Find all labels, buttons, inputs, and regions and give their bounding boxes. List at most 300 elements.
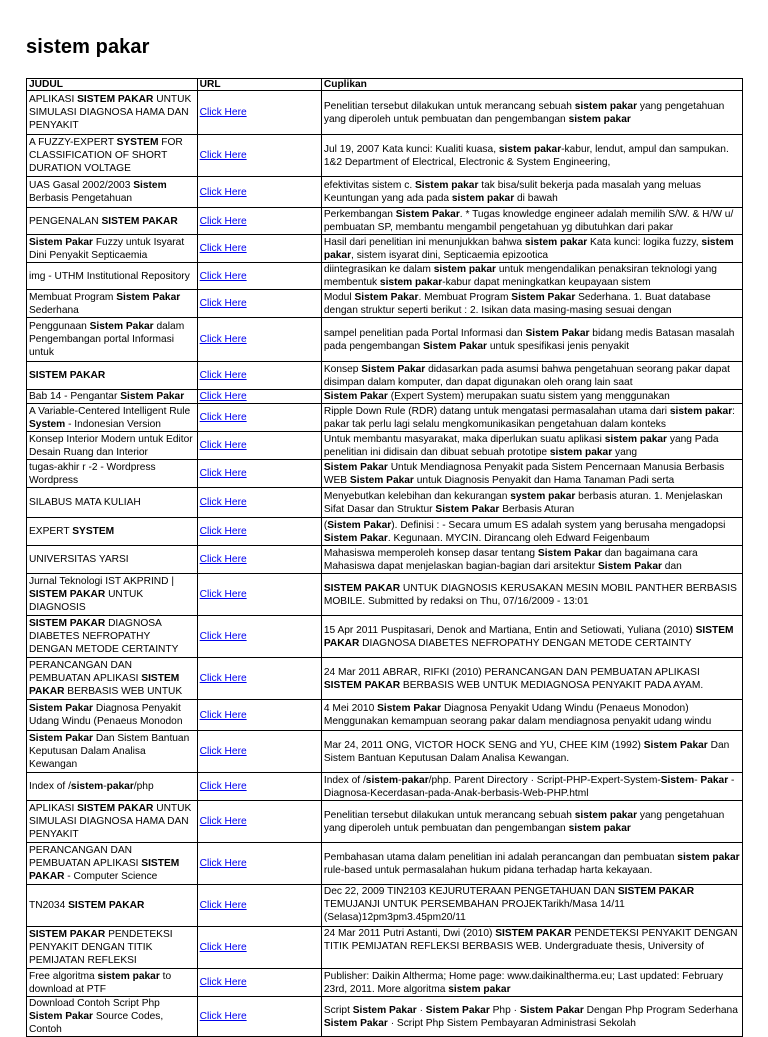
click-here-link[interactable]: Click Here	[199, 1011, 247, 1022]
highlight-text: SISTEM PAKAR	[29, 929, 106, 940]
result-url-cell	[197, 432, 321, 460]
highlight-text: Sistem Pakar	[377, 703, 442, 714]
text-run: PERANCANGAN DAN PEMBUATAN APLIKASI	[29, 845, 142, 869]
result-url-cell	[197, 969, 321, 997]
click-here-link[interactable]: Click Here	[199, 900, 247, 911]
highlight-text: sistem pakar	[97, 970, 160, 982]
text-run: Jul 19, 2007 Kata kunci: Kualiti kuasa,	[323, 143, 499, 155]
highlight-text: SISTEM PAKAR	[101, 215, 178, 227]
text-run: UNIVERSITAS YARSI	[29, 554, 129, 565]
text-run: Untuk Mendiagnosa Penyakit pada Sistem Pencernaan Manusia Berbasis WEB	[323, 461, 725, 486]
result-snippet	[321, 518, 742, 546]
table-row	[27, 177, 743, 208]
highlight-text: Sistem Pakar	[323, 532, 388, 544]
text-run: Free algoritma	[29, 970, 98, 982]
result-title	[27, 177, 198, 208]
table-row	[27, 616, 743, 658]
text-run: UNTUK DIAGNOSIS KERUSAKAN MESIN MOBIL PANTHER BERBASIS MOBILE. Submitted by redaksi on Thu, 07/16/2009 - 13:01	[323, 582, 737, 607]
text-run: - Indonesian Version	[65, 418, 161, 430]
highlight-text: sistem pakar	[568, 113, 631, 125]
click-here-link[interactable]: Click Here	[199, 709, 247, 721]
table-row	[27, 432, 743, 460]
highlight-text: sistem pakar	[323, 236, 734, 261]
click-here-link[interactable]: Click Here	[199, 468, 247, 479]
text-run: ). Definisi : - Secara umum ES adalah system yang berusaha mengadopsi	[391, 519, 726, 531]
click-here-link[interactable]: Click Here	[199, 526, 247, 537]
text-run: untuk mengendalikan penaksiran teknologi yang membentuk	[323, 264, 717, 288]
highlight-text: sistem pakar	[549, 446, 613, 458]
result-url-cell	[197, 843, 321, 885]
result-url-cell	[197, 773, 321, 801]
text-run: Berbasis Aturan	[499, 503, 575, 515]
click-here-link[interactable]: Click Here	[199, 673, 247, 684]
highlight-text: sistem pakar	[604, 433, 668, 445]
result-url-cell	[197, 290, 321, 318]
text-run: Dan Sistem Bantuan Keputusan Dalam Analisa Kewangan	[29, 733, 190, 770]
click-here-link[interactable]: Click Here	[199, 497, 247, 508]
click-here-link[interactable]: Click Here	[199, 243, 247, 254]
result-snippet	[321, 700, 742, 731]
text-run: TEMUJANJI UNTUK PERSEMBAHAN PROJEKTarikh/Masa 14/11 (Selasa)12pm3pm3.45pm20/11	[323, 899, 625, 923]
result-snippet	[321, 460, 742, 488]
table-row	[27, 843, 743, 885]
text-run: 15 Apr 2011 Puspitasari, Denok and Martiana, Entin and Setiowati, Yuliana (2010)	[323, 624, 696, 636]
result-title	[27, 290, 198, 318]
highlight-text: sistem pakar	[379, 277, 443, 288]
text-run: Menyebutkan kelebihan dan kekurangan	[323, 490, 511, 502]
highlight-text: SISTEM PAKAR	[323, 582, 401, 594]
text-run: -kabur, lendut, ampul dan sampukan. 1&2 Department of Electrical, Electronic & System Engineering,	[323, 143, 729, 168]
highlight-text: Sistem Pakar	[525, 327, 590, 339]
text-run: PERANCANGAN DAN PEMBUATAN APLIKASI	[29, 660, 142, 684]
highlight-text: SISTEM PAKAR	[29, 589, 106, 600]
text-run: Mahasiswa memperoleh konsep dasar tentang	[323, 547, 538, 559]
text-run: Source Codes, Contoh	[29, 1011, 164, 1035]
table-row	[27, 263, 743, 290]
text-run: ·	[416, 1004, 426, 1016]
result-title	[27, 801, 198, 843]
text-run: to download at PTF	[29, 970, 172, 995]
text-run: efektivitas sistem c.	[323, 180, 416, 191]
highlight-text: SYSTEM	[72, 526, 115, 537]
text-run: Diagnosa Penyakit Udang Windu (Penaeus Monodon	[29, 703, 183, 727]
click-here-link[interactable]: Click Here	[199, 440, 247, 451]
result-snippet	[321, 546, 742, 574]
text-run: Script	[323, 1004, 353, 1016]
highlight-text: pakar	[106, 781, 134, 792]
result-url-cell	[197, 263, 321, 290]
highlight-text: System	[29, 418, 66, 430]
result-snippet	[321, 488, 742, 518]
highlight-text: sistem	[365, 774, 399, 786]
result-url-cell	[197, 135, 321, 177]
click-here-link[interactable]: Click Here	[199, 150, 247, 161]
text-run: UNTUK SIMULASI DIAGNOSA HAMA DAN PENYAKIT	[29, 94, 192, 131]
table-row	[27, 997, 743, 1037]
text-run: - Computer Science	[64, 871, 158, 882]
table-row	[27, 700, 743, 731]
highlight-text: SISTEM PAKAR	[617, 886, 695, 897]
result-title	[27, 574, 198, 616]
result-title	[27, 997, 198, 1037]
result-title	[27, 700, 198, 731]
result-snippet	[321, 801, 742, 843]
result-title	[27, 927, 198, 969]
result-title	[27, 546, 198, 574]
highlight-text: Sistem Pakar	[323, 461, 388, 473]
header-judul: JUDUL	[27, 79, 198, 91]
highlight-text: Sistem pakar	[415, 180, 479, 191]
result-snippet	[321, 616, 742, 658]
highlight-text: SISTEM PAKAR	[29, 673, 180, 697]
result-url-cell	[197, 208, 321, 235]
highlight-text: sistem pakar	[574, 100, 638, 112]
text-run: Sederhana	[29, 304, 79, 316]
result-title	[27, 362, 198, 390]
result-snippet	[321, 658, 742, 700]
table-row	[27, 235, 743, 263]
text-run: Dengan Php Program Sederhana	[583, 1004, 738, 1016]
text-run: Jurnal Teknologi IST AKPRIND |	[29, 576, 174, 587]
text-run: · Script Php Sistem Pembayaran Administrasi Sekolah	[387, 1017, 636, 1029]
click-here-link[interactable]: Click Here	[199, 554, 247, 565]
highlight-text: sistem pakar	[498, 143, 562, 155]
result-url-cell	[197, 574, 321, 616]
table-row	[27, 404, 743, 432]
text-run: dalam Pengembangan portal Informasi untuk	[29, 321, 185, 358]
highlight-text: Pakar	[700, 774, 729, 786]
result-title	[27, 91, 198, 135]
result-title	[27, 885, 198, 927]
highlight-text: sistem pakar	[669, 405, 733, 417]
text-run: . * Tugas knowledge engineer adalah memilih S/W. & H/W u/ pembuatan SP, membantu mengambil pengetahuan yg dibutuhkan dari pakar	[323, 209, 734, 233]
result-title	[27, 969, 198, 997]
text-run: untuk Diagnosis Penyakit dan Hama Tanaman Padi serta	[413, 474, 675, 486]
click-here-link[interactable]: Click Here	[199, 186, 247, 198]
highlight-text: sistem pakar	[433, 264, 497, 275]
text-run: BERBASIS WEB UNTUK	[64, 686, 183, 697]
text-run: EXPERT	[29, 526, 73, 537]
text-run: TN2034	[29, 900, 69, 911]
highlight-text: sistem pakar	[574, 809, 638, 821]
result-url-cell	[197, 404, 321, 432]
highlight-text: Sistem Pakar	[425, 1004, 490, 1016]
text-run: Fuzzy untuk Isyarat Dini Penyakit Septicaemia	[29, 236, 185, 261]
text-run: Php ·	[489, 1004, 520, 1016]
result-snippet	[321, 432, 742, 460]
result-snippet	[321, 290, 742, 318]
text-run: Sederhana. 1. Buat database dengan struktur seperti berikut : 2. Isikan data masing-masing sesuai dengan	[323, 291, 711, 316]
text-run: Modul	[323, 291, 355, 303]
text-run: PENDETEKSI PENYAKIT DENGAN TITIK PEMIJATAN REFLEKSI	[29, 929, 173, 966]
text-run: bidang medis Batasan masalah pada pengembangan	[323, 327, 735, 352]
highlight-text: Sistem	[133, 180, 167, 191]
highlight-text: SISTEM PAKAR	[323, 679, 401, 691]
result-title	[27, 488, 198, 518]
text-run: UNTUK SIMULASI DIAGNOSA HAMA DAN PENYAKIT	[29, 803, 192, 840]
text-run: berbasis aturan. 1. Menjelaskan Sifat Dasar dan Struktur	[323, 490, 723, 515]
result-url-cell	[197, 235, 321, 263]
table-row	[27, 927, 743, 969]
text-run: Dec 22, 2009 TIN2103 KEJURUTERAAN PENGETAHUAN DAN	[323, 886, 618, 897]
text-run: 4 Mei 2010	[323, 703, 378, 714]
click-here-link[interactable]: Click Here	[199, 270, 247, 282]
text-run: tugas-akhir r -2 - Wordpress Wordpress	[29, 461, 156, 486]
result-title	[27, 658, 198, 700]
result-snippet	[321, 135, 742, 177]
result-snippet	[321, 843, 742, 885]
highlight-text: Sistem Pakar	[361, 363, 426, 375]
result-snippet	[321, 885, 742, 927]
click-here-link[interactable]: Click Here	[199, 781, 247, 792]
text-run: yang Pada penelitian ini didisain dan dibuat sebuah prototipe	[323, 433, 719, 458]
result-title	[27, 235, 198, 263]
result-title	[27, 135, 198, 177]
text-run: rule-based untuk permasalahan hukum pidana terhadap harta kekayaan.	[323, 864, 653, 876]
text-run: img - UTHM Institutional Repository	[29, 270, 190, 282]
table-row	[27, 362, 743, 390]
result-snippet	[321, 731, 742, 773]
table-row	[27, 546, 743, 574]
highlight-text: sistem	[70, 781, 104, 792]
text-run: /php	[133, 781, 154, 792]
highlight-text: Sistem Pakar	[116, 291, 181, 303]
text-run: di bawah	[514, 193, 558, 204]
text-run: PENGENALAN	[29, 215, 102, 227]
click-here-link[interactable]: Click Here	[199, 816, 247, 827]
text-run: -	[103, 781, 107, 792]
text-run: Publisher: Daikin Altherma; Home page: www.daikinaltherma.eu; Last updated: February 23rd, 2011. More algoritma	[323, 970, 724, 995]
result-url-cell	[197, 488, 321, 518]
table-row	[27, 208, 743, 235]
result-snippet	[321, 318, 742, 362]
click-here-link[interactable]: Click Here	[199, 631, 247, 642]
text-run: Membuat Program	[29, 291, 117, 303]
highlight-text: Sistem Pakar	[29, 1011, 93, 1022]
highlight-text: pakar	[401, 774, 429, 786]
text-run: Penggunaan	[29, 321, 90, 332]
result-title	[27, 460, 198, 488]
click-here-link[interactable]: Click Here	[199, 334, 247, 345]
text-run: Berbasis Pengetahuan	[29, 193, 133, 204]
table-header-row	[27, 79, 743, 91]
text-run: Bab 14 - Pengantar	[29, 391, 121, 402]
table-row	[27, 574, 743, 616]
result-snippet	[321, 208, 742, 235]
text-run: Index of /	[323, 774, 366, 786]
results-table	[26, 78, 743, 1037]
highlight-text: Sistem Pakar	[511, 291, 576, 303]
text-run: sampel penelitian pada Portal Informasi dan	[323, 327, 526, 339]
highlight-text: Sistem Pakar	[89, 321, 154, 332]
result-title	[27, 404, 198, 432]
result-snippet	[321, 177, 742, 208]
highlight-text: Sistem Pakar	[643, 739, 708, 751]
page-title: sistem pakar	[26, 36, 150, 58]
text-run: (Expert System) merupakan suatu sistem yang menggunakan	[387, 391, 670, 402]
highlight-text: SYSTEM	[116, 137, 159, 148]
highlight-text: SISTEM PAKAR	[77, 803, 154, 814]
text-run: Penelitian tersebut dilakukan untuk merancang sebuah	[323, 809, 575, 821]
click-here-link[interactable]: Click Here	[199, 215, 247, 227]
text-run: -kabur dapat meningkatkan keupayaan sistem	[442, 277, 651, 288]
highlight-text: Sistem Pakar	[423, 340, 487, 352]
highlight-text: Sistem Pakar	[29, 733, 93, 744]
result-snippet	[321, 362, 742, 390]
highlight-text: Sistem Pakar	[323, 1017, 388, 1029]
result-snippet	[321, 404, 742, 432]
table-row	[27, 885, 743, 927]
table-row	[27, 969, 743, 997]
text-run: -	[694, 774, 701, 786]
table-body	[27, 91, 743, 1037]
result-url-cell	[197, 362, 321, 390]
text-run: Penelitian tersebut dilakukan untuk merancang sebuah	[323, 100, 575, 112]
result-url-cell	[197, 518, 321, 546]
text-run: A FUZZY-EXPERT	[29, 137, 117, 148]
highlight-text: Sistem Pakar	[352, 1004, 417, 1016]
text-run: APLIKASI	[29, 803, 78, 814]
highlight-text: Sistem Pakar	[349, 474, 414, 486]
header-url: URL	[197, 79, 321, 91]
result-snippet	[321, 263, 742, 290]
text-run: tak bisa/sulit bekerja pada masalah yang meluas Keuntungan yang ada pada	[323, 180, 702, 204]
highlight-text: Sistem Pakar	[120, 391, 185, 402]
text-run: : pakar tak perlu lagi selalu mengkomunikasikan pengetahuan dalam konteks	[323, 405, 735, 430]
text-run: Mar 24, 2011 ONG, VICTOR HOCK SENG and YU, CHEE KIM (1992)	[323, 739, 644, 751]
table-row	[27, 488, 743, 518]
result-snippet	[321, 773, 742, 801]
text-run: 24 Mar 2011 ABRAR, RIFKI (2010) PERANCANGAN DAN PEMBUATAN APLIKASI	[323, 666, 700, 678]
result-snippet	[321, 91, 742, 135]
result-snippet	[321, 390, 742, 404]
click-here-link[interactable]: Click Here	[199, 977, 247, 988]
result-url-cell	[197, 885, 321, 927]
highlight-text: sistem pakar	[451, 193, 515, 204]
table-row	[27, 658, 743, 700]
text-run: PENDETEKSI PENYAKIT DENGAN TITIK PEMIJATAN REFLEKSI BERBASIS WEB. Undergraduate thesis, University of	[323, 928, 738, 952]
result-url-cell	[197, 91, 321, 135]
header-cuplikan: Cuplikan	[321, 79, 742, 91]
highlight-text: Sistem Pakar	[519, 1004, 584, 1016]
highlight-text: SISTEM PAKAR	[68, 900, 145, 911]
text-run: yang pengetahuan yang diperoleh untuk pembuatan dan pengembangan	[323, 100, 725, 125]
click-here-link[interactable]: Click Here	[199, 412, 247, 423]
highlight-text: SISTEM PAKAR	[323, 624, 734, 649]
click-here-link[interactable]: Click Here	[199, 370, 247, 381]
highlight-text: Sistem Pakar	[29, 236, 93, 248]
result-title	[27, 518, 198, 546]
table-row	[27, 773, 743, 801]
result-title	[27, 390, 198, 404]
highlight-text: system pakar	[510, 490, 576, 502]
table-row	[27, 135, 743, 177]
highlight-text: Sistem Pakar	[597, 560, 662, 572]
text-run: FOR CLASSIFICATION OF SHORT DURATION VOLTAGE	[29, 137, 183, 174]
result-title	[27, 432, 198, 460]
result-url-cell	[197, 927, 321, 969]
result-url-cell	[197, 318, 321, 362]
result-url-cell	[197, 731, 321, 773]
text-run: dan	[661, 560, 682, 572]
text-run: Ripple Down Rule (RDR) datang untuk mengatasi permasalahan utama dari	[323, 405, 670, 417]
text-run: . Membuat Program	[418, 291, 512, 303]
table-row	[27, 460, 743, 488]
text-run: Index of /	[29, 781, 71, 792]
highlight-text: sistem pakar	[524, 236, 588, 248]
result-snippet	[321, 997, 742, 1037]
table-row	[27, 801, 743, 843]
highlight-text: sistem pakar	[568, 822, 631, 834]
result-title	[27, 731, 198, 773]
click-here-link[interactable]: Click Here	[199, 942, 247, 953]
result-title	[27, 263, 198, 290]
text-run: Dan Sistem Bantuan Keputusan Dalam Analisa Kewangan.	[323, 739, 730, 764]
text-run: Hasil dari penelitian ini menunjukkan bahwa	[323, 236, 525, 248]
result-snippet	[321, 235, 742, 263]
text-run: (	[323, 519, 328, 531]
highlight-text: Sistem Pakar	[537, 547, 602, 559]
highlight-text: SISTEM PAKAR	[495, 928, 572, 939]
click-here-link[interactable]: Click Here	[199, 298, 247, 309]
highlight-text: Sistem Pakar	[395, 209, 460, 220]
result-url-cell	[197, 616, 321, 658]
result-snippet	[321, 969, 742, 997]
table-row	[27, 518, 743, 546]
text-run: UAS Gasal 2002/2003	[29, 180, 134, 191]
highlight-text: sistem pakar	[677, 851, 740, 863]
text-run: 24 Mar 2011 Putri Astanti, Dwi (2010)	[323, 928, 496, 939]
text-run: dan bagaimana cara Mahasiswa dapat menjelaskan bagian-bagian dari arsitektur	[323, 547, 698, 572]
result-url-cell	[197, 460, 321, 488]
highlight-text: Sistem Pakar	[435, 503, 500, 515]
result-title	[27, 843, 198, 885]
click-here-link[interactable]: Click Here	[199, 107, 247, 118]
highlight-text: Sistem Pakar	[327, 519, 392, 531]
text-run: Konsep Interior Modern untuk Editor Desain Ruang dan Interior	[29, 433, 193, 458]
text-run: A Variable-Centered Intelligent Rule	[29, 405, 191, 417]
text-run: yang	[612, 446, 638, 458]
text-run: Perkembangan	[323, 209, 396, 220]
result-snippet	[321, 927, 742, 969]
text-run: -	[398, 774, 402, 786]
text-run: Kata kunci: logika fuzzy,	[587, 236, 702, 248]
result-title	[27, 208, 198, 235]
click-here-link[interactable]: Click Here	[199, 746, 247, 757]
table-row	[27, 318, 743, 362]
text-run: APLIKASI	[29, 94, 78, 105]
text-run: Pembahasan utama dalam penelitian ini adalah perancangan dan pembuatan	[323, 851, 678, 863]
highlight-text: sistem pakar	[448, 983, 511, 995]
highlight-text: SISTEM PAKAR	[29, 858, 180, 882]
table-row	[27, 731, 743, 773]
text-run: diintegrasikan ke dalam	[323, 264, 434, 275]
result-url-cell	[197, 658, 321, 700]
text-run: DIAGNOSA DIABETES NEFROPATHY DENGAN METODE CERTAINTY	[359, 637, 692, 649]
text-run: -Diagnosa-Kecerdasan-pada-Anak-berbasis-Web-PHP.html	[323, 774, 735, 799]
result-url-cell	[197, 997, 321, 1037]
table-row	[27, 290, 743, 318]
highlight-text: Sistem Pakar	[29, 703, 93, 714]
click-here-link[interactable]: Click Here	[199, 589, 247, 600]
table-row	[27, 91, 743, 135]
click-here-link[interactable]: Click Here	[199, 391, 247, 402]
click-here-link[interactable]: Click Here	[199, 858, 247, 869]
highlight-text: Sistem Pakar	[323, 391, 388, 402]
result-snippet	[321, 574, 742, 616]
highlight-text: SISTEM PAKAR	[77, 94, 154, 105]
text-run: yang pengetahuan yang diperoleh untuk pembuatan dan pengembangan	[323, 809, 725, 834]
